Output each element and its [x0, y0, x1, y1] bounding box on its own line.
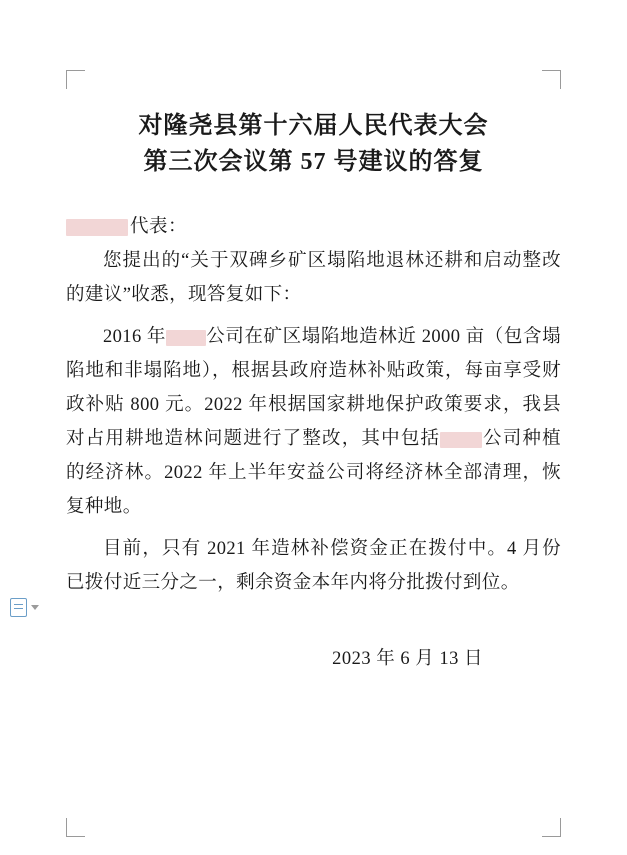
paragraph-gap	[66, 312, 561, 320]
document-date: 2023 年 6 月 13 日	[332, 649, 483, 669]
redacted-name	[66, 219, 128, 236]
title-line-2: 第三次会议第 57 号建议的答复	[143, 149, 484, 175]
page-title	[66, 108, 561, 180]
paragraph-gap-2	[66, 524, 561, 532]
paragraph-2: 2016 年 公司在矿区塌陷地造林近 2000 亩（包含塌陷地和非塌陷地），根据县政府造林补贴政策，每亩享受财政补贴 800 元。2022 年根据国家耕地保护政策要求，我县对占用耕地造林问题进行了整改，其中包括 公司种植的经济林。2022 年上半年安益公司将经济林全部清理，恢复种地。	[66, 327, 561, 517]
title-line-1: 对隆尧县第十六届人民代表大会	[138, 113, 489, 139]
salutation-line	[66, 210, 561, 244]
document-paste-icon[interactable]	[10, 598, 27, 617]
redacted-company-name	[166, 330, 206, 346]
salutation-suffix: 代表：	[130, 217, 188, 237]
document-body	[66, 108, 561, 674]
paste-options-widget[interactable]	[10, 598, 39, 617]
crop-mark-top-right	[542, 70, 561, 89]
paragraph-1: 您提出的“关于双碑乡矿区塌陷地退林还耕和启动整改的建议”收悉，现答复如下：	[66, 251, 561, 305]
crop-mark-bottom-left	[66, 818, 85, 837]
crop-mark-bottom-right	[542, 818, 561, 837]
chevron-down-icon[interactable]	[31, 605, 39, 610]
crop-mark-top-left	[66, 70, 85, 89]
paragraph-3: 目前，只有 2021 年造林补偿资金正在拨付中。4 月份已拨付近三分之一，剩余资金本年内将分批拨付到位。	[66, 539, 561, 593]
redacted-company-name	[440, 432, 482, 448]
